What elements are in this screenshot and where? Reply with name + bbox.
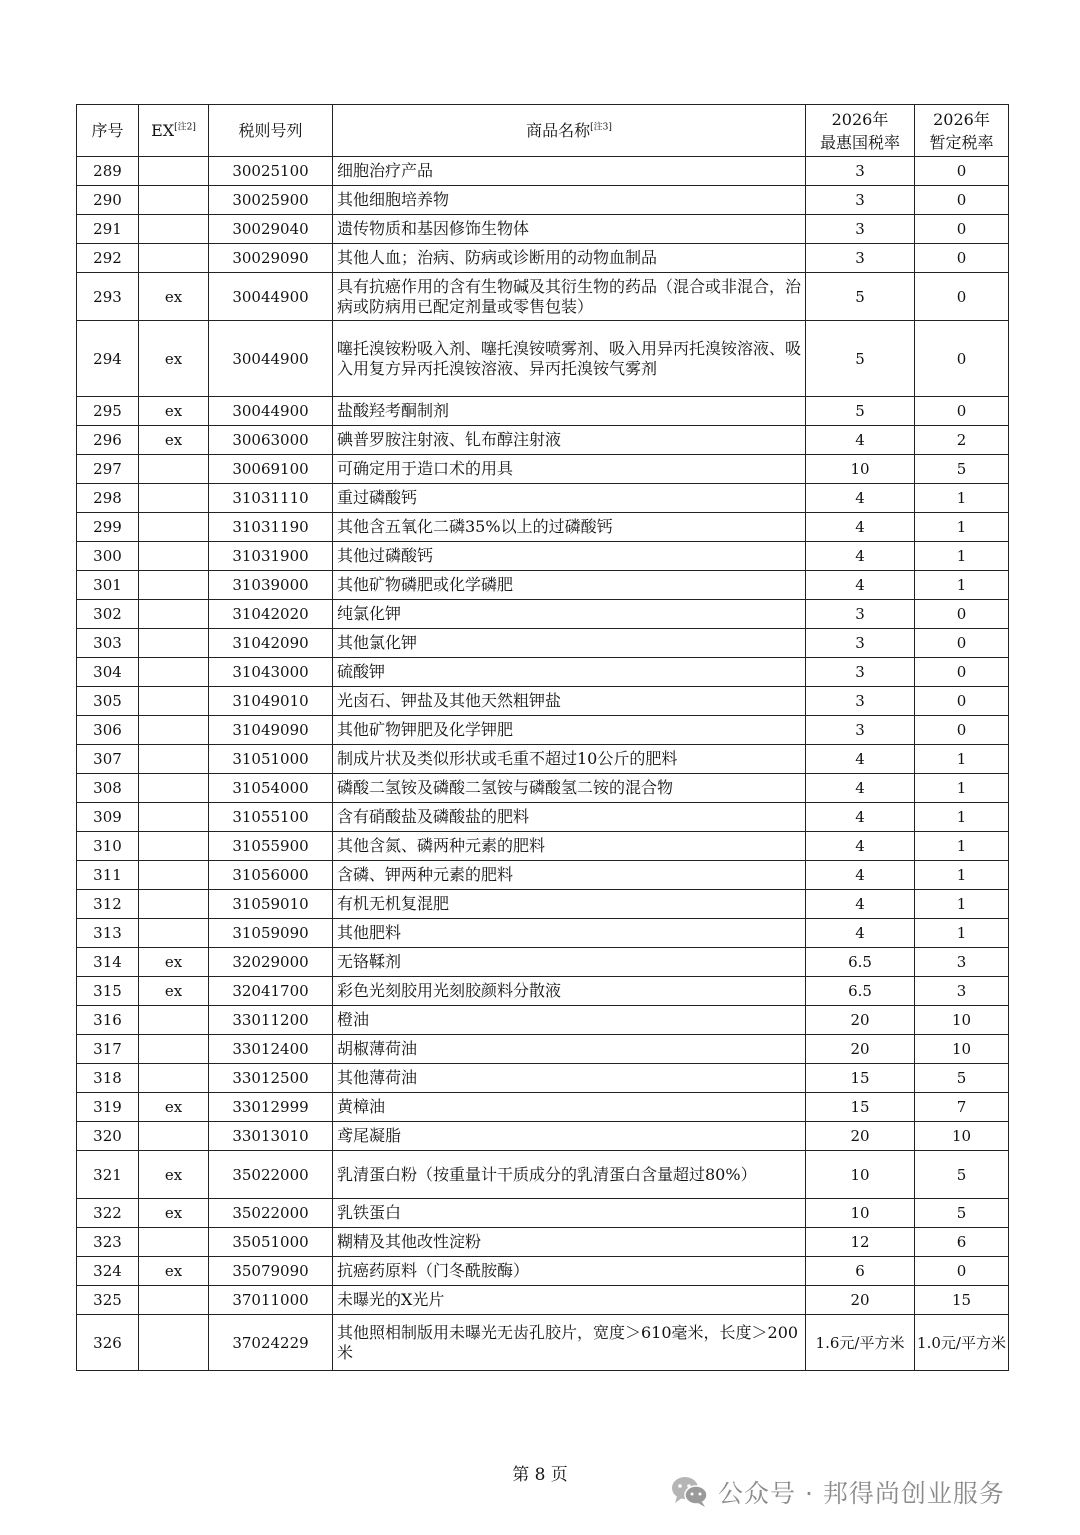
table-row [77, 455, 1009, 484]
row-seq: 310 [77, 832, 139, 861]
row-seq: 316 [77, 1006, 139, 1035]
row-mfn-rate: 3 [806, 244, 915, 273]
row-name: 噻托溴铵粉吸入剂、噻托溴铵喷雾剂、吸入用异丙托溴铵溶液、吸入用复方异丙托溴铵溶液、异丙托溴铵气雾剂 [333, 321, 806, 397]
table-row [77, 832, 1009, 861]
row-code: 37024229 [209, 1315, 333, 1371]
row-ex [139, 629, 209, 658]
row-code: 35051000 [209, 1228, 333, 1257]
row-ex [139, 157, 209, 186]
row-name: 彩色光刻胶用光刻胶颜料分散液 [333, 977, 806, 1006]
row-seq: 299 [77, 513, 139, 542]
row-ex: ex [139, 273, 209, 321]
row-provisional-rate: 5 [915, 455, 1009, 484]
row-code: 31042090 [209, 629, 333, 658]
row-provisional-rate: 1 [915, 890, 1009, 919]
row-seq: 294 [77, 321, 139, 397]
row-mfn-rate: 6.5 [806, 948, 915, 977]
row-mfn-rate: 4 [806, 919, 915, 948]
row-ex [139, 1315, 209, 1371]
row-mfn-rate: 4 [806, 745, 915, 774]
table-row [77, 273, 1009, 321]
row-code: 31031110 [209, 484, 333, 513]
row-provisional-rate: 6 [915, 1228, 1009, 1257]
row-name: 硫酸钾 [333, 658, 806, 687]
row-code: 32041700 [209, 977, 333, 1006]
row-seq: 314 [77, 948, 139, 977]
row-provisional-rate: 15 [915, 1286, 1009, 1315]
table-row [77, 600, 1009, 629]
row-mfn-rate: 4 [806, 484, 915, 513]
row-seq: 325 [77, 1286, 139, 1315]
row-mfn-rate: 4 [806, 542, 915, 571]
header-name-label: 商品名称 [526, 120, 591, 140]
row-mfn-rate: 10 [806, 1199, 915, 1228]
header-ex [139, 105, 209, 157]
row-seq: 311 [77, 861, 139, 890]
table-row [77, 186, 1009, 215]
row-mfn-rate: 4 [806, 426, 915, 455]
row-seq: 297 [77, 455, 139, 484]
row-mfn-rate: 1.6元/平方米 [806, 1315, 915, 1371]
row-seq: 326 [77, 1315, 139, 1371]
row-ex [139, 1064, 209, 1093]
row-mfn-rate: 4 [806, 803, 915, 832]
table-row [77, 1093, 1009, 1122]
row-ex [139, 919, 209, 948]
table-row [77, 215, 1009, 244]
row-mfn-rate: 10 [806, 1151, 915, 1199]
row-provisional-rate: 0 [915, 321, 1009, 397]
table-row [77, 1315, 1009, 1371]
page-number: 第 8 页 [512, 1465, 568, 1485]
row-seq: 323 [77, 1228, 139, 1257]
row-provisional-rate: 1 [915, 571, 1009, 600]
row-name: 制成片状及类似形状或毛重不超过10公斤的肥料 [333, 745, 806, 774]
row-ex: ex [139, 948, 209, 977]
row-mfn-rate: 3 [806, 157, 915, 186]
row-name: 其他含氮、磷两种元素的肥料 [333, 832, 806, 861]
row-name: 光卤石、钾盐及其他天然粗钾盐 [333, 687, 806, 716]
row-provisional-rate: 0 [915, 629, 1009, 658]
row-name: 其他矿物磷肥或化学磷肥 [333, 571, 806, 600]
row-code: 37011000 [209, 1286, 333, 1315]
table-row [77, 426, 1009, 455]
row-ex: ex [139, 1151, 209, 1199]
row-mfn-rate: 15 [806, 1093, 915, 1122]
row-provisional-rate: 0 [915, 186, 1009, 215]
header-seq: 序号 [77, 105, 139, 157]
row-name: 其他矿物钾肥及化学钾肥 [333, 716, 806, 745]
row-provisional-rate: 1 [915, 832, 1009, 861]
row-ex [139, 542, 209, 571]
row-provisional-rate: 5 [915, 1064, 1009, 1093]
row-name: 抗癌药原料（门冬酰胺酶） [333, 1257, 806, 1286]
row-ex [139, 1228, 209, 1257]
row-mfn-rate: 4 [806, 890, 915, 919]
row-name: 其他照相制版用未曝光无齿孔胶片，宽度＞610毫米，长度＞200米 [333, 1315, 806, 1371]
row-ex [139, 513, 209, 542]
row-name: 有机无机复混肥 [333, 890, 806, 919]
row-code: 31055100 [209, 803, 333, 832]
row-ex [139, 1286, 209, 1315]
row-ex [139, 455, 209, 484]
row-provisional-rate: 1 [915, 861, 1009, 890]
row-ex [139, 600, 209, 629]
table-row [77, 1199, 1009, 1228]
row-name: 磷酸二氢铵及磷酸二氢铵与磷酸氢二铵的混合物 [333, 774, 806, 803]
row-code: 33012999 [209, 1093, 333, 1122]
row-seq: 318 [77, 1064, 139, 1093]
row-code: 30025100 [209, 157, 333, 186]
row-seq: 292 [77, 244, 139, 273]
row-seq: 300 [77, 542, 139, 571]
row-code: 33012400 [209, 1035, 333, 1064]
row-mfn-rate: 3 [806, 629, 915, 658]
header-ex-label: EX [151, 121, 175, 140]
row-name: 含磷、钾两种元素的肥料 [333, 861, 806, 890]
row-ex [139, 803, 209, 832]
row-ex [139, 861, 209, 890]
row-mfn-rate: 15 [806, 1064, 915, 1093]
table-row [77, 687, 1009, 716]
header-mfn [806, 105, 915, 157]
row-ex: ex [139, 397, 209, 426]
row-provisional-rate: 0 [915, 658, 1009, 687]
row-code: 31043000 [209, 658, 333, 687]
row-name: 胡椒薄荷油 [333, 1035, 806, 1064]
row-code: 31049010 [209, 687, 333, 716]
row-mfn-rate: 3 [806, 716, 915, 745]
row-seq: 302 [77, 600, 139, 629]
table-row [77, 157, 1009, 186]
table-row [77, 244, 1009, 273]
row-seq: 321 [77, 1151, 139, 1199]
table-row [77, 977, 1009, 1006]
row-code: 33011200 [209, 1006, 333, 1035]
row-name: 其他细胞培养物 [333, 186, 806, 215]
row-provisional-rate: 1 [915, 542, 1009, 571]
header-prov-line1: 2026年 [933, 109, 990, 129]
table-row [77, 1035, 1009, 1064]
row-mfn-rate: 5 [806, 397, 915, 426]
row-code: 35022000 [209, 1199, 333, 1228]
watermark [670, 1474, 1005, 1510]
row-code: 31056000 [209, 861, 333, 890]
row-seq: 296 [77, 426, 139, 455]
row-provisional-rate: 1 [915, 919, 1009, 948]
table-body [77, 157, 1009, 1371]
row-provisional-rate: 10 [915, 1035, 1009, 1064]
row-provisional-rate: 1 [915, 513, 1009, 542]
row-code: 31054000 [209, 774, 333, 803]
row-mfn-rate: 3 [806, 186, 915, 215]
row-code: 31042020 [209, 600, 333, 629]
row-seq: 324 [77, 1257, 139, 1286]
row-code: 31059010 [209, 890, 333, 919]
row-mfn-rate: 12 [806, 1228, 915, 1257]
table-row [77, 571, 1009, 600]
row-seq: 303 [77, 629, 139, 658]
header-name [333, 105, 806, 157]
row-name: 可确定用于造口术的用具 [333, 455, 806, 484]
header-prov-line2: 暂定税率 [929, 132, 994, 152]
row-ex: ex [139, 1257, 209, 1286]
row-ex [139, 774, 209, 803]
row-ex: ex [139, 1199, 209, 1228]
row-code: 32029000 [209, 948, 333, 977]
row-code: 31059090 [209, 919, 333, 948]
table-row [77, 397, 1009, 426]
row-name: 重过磷酸钙 [333, 484, 806, 513]
table-row [77, 513, 1009, 542]
row-seq: 290 [77, 186, 139, 215]
row-name: 纯氯化钾 [333, 600, 806, 629]
row-code: 30029040 [209, 215, 333, 244]
row-code: 30044900 [209, 397, 333, 426]
row-ex [139, 832, 209, 861]
row-seq: 298 [77, 484, 139, 513]
row-seq: 319 [77, 1093, 139, 1122]
row-code: 35079090 [209, 1257, 333, 1286]
row-ex: ex [139, 1093, 209, 1122]
table-row [77, 1006, 1009, 1035]
row-ex: ex [139, 321, 209, 397]
row-provisional-rate: 1 [915, 774, 1009, 803]
table-row [77, 919, 1009, 948]
row-name: 其他人血；治病、防病或诊断用的动物血制品 [333, 244, 806, 273]
row-seq: 320 [77, 1122, 139, 1151]
row-provisional-rate: 5 [915, 1199, 1009, 1228]
row-mfn-rate: 4 [806, 774, 915, 803]
table-row [77, 542, 1009, 571]
row-name: 乳铁蛋白 [333, 1199, 806, 1228]
row-name: 其他氯化钾 [333, 629, 806, 658]
row-provisional-rate: 0 [915, 1257, 1009, 1286]
row-provisional-rate: 2 [915, 426, 1009, 455]
row-mfn-rate: 4 [806, 832, 915, 861]
row-seq: 308 [77, 774, 139, 803]
row-provisional-rate: 3 [915, 948, 1009, 977]
row-seq: 306 [77, 716, 139, 745]
row-code: 31039000 [209, 571, 333, 600]
row-seq: 309 [77, 803, 139, 832]
row-seq: 301 [77, 571, 139, 600]
row-seq: 313 [77, 919, 139, 948]
row-provisional-rate: 0 [915, 157, 1009, 186]
row-code: 30025900 [209, 186, 333, 215]
row-ex [139, 186, 209, 215]
row-name: 鸢尾凝脂 [333, 1122, 806, 1151]
row-name: 其他过磷酸钙 [333, 542, 806, 571]
row-code: 30063000 [209, 426, 333, 455]
row-name: 橙油 [333, 1006, 806, 1035]
row-name: 其他肥料 [333, 919, 806, 948]
row-ex: ex [139, 426, 209, 455]
table-row [77, 629, 1009, 658]
row-provisional-rate: 3 [915, 977, 1009, 1006]
row-name: 细胞治疗产品 [333, 157, 806, 186]
row-mfn-rate: 3 [806, 600, 915, 629]
row-seq: 305 [77, 687, 139, 716]
wechat-icon [670, 1474, 710, 1510]
row-mfn-rate: 20 [806, 1286, 915, 1315]
row-seq: 291 [77, 215, 139, 244]
table-row [77, 658, 1009, 687]
row-provisional-rate: 10 [915, 1122, 1009, 1151]
row-code: 31055900 [209, 832, 333, 861]
table-row [77, 948, 1009, 977]
row-name: 具有抗癌作用的含有生物碱及其衍生物的药品（混合或非混合，治病或防病用已配定剂量或零售包装） [333, 273, 806, 321]
row-ex: ex [139, 977, 209, 1006]
row-mfn-rate: 3 [806, 658, 915, 687]
row-provisional-rate: 0 [915, 244, 1009, 273]
row-seq: 304 [77, 658, 139, 687]
row-code: 33013010 [209, 1122, 333, 1151]
row-seq: 295 [77, 397, 139, 426]
row-name: 黄樟油 [333, 1093, 806, 1122]
row-name: 遗传物质和基因修饰生物体 [333, 215, 806, 244]
row-mfn-rate: 5 [806, 273, 915, 321]
table-row [77, 1151, 1009, 1199]
table-row [77, 890, 1009, 919]
table-row [77, 1286, 1009, 1315]
table-row [77, 716, 1009, 745]
row-mfn-rate: 4 [806, 861, 915, 890]
row-ex [139, 484, 209, 513]
watermark-text: 公众号 · 邦得尚创业服务 [718, 1479, 1005, 1508]
row-seq: 315 [77, 977, 139, 1006]
row-code: 33012500 [209, 1064, 333, 1093]
row-provisional-rate: 1 [915, 745, 1009, 774]
row-mfn-rate: 20 [806, 1122, 915, 1151]
row-ex [139, 687, 209, 716]
row-ex [139, 1006, 209, 1035]
row-name: 含有硝酸盐及磷酸盐的肥料 [333, 803, 806, 832]
row-mfn-rate: 4 [806, 571, 915, 600]
row-mfn-rate: 20 [806, 1006, 915, 1035]
row-mfn-rate: 20 [806, 1035, 915, 1064]
row-code: 30029090 [209, 244, 333, 273]
row-code: 31051000 [209, 745, 333, 774]
tariff-table [76, 104, 1009, 1371]
row-seq: 317 [77, 1035, 139, 1064]
row-code: 30044900 [209, 273, 333, 321]
row-ex [139, 1122, 209, 1151]
row-name: 乳清蛋白粉（按重量计干质成分的乳清蛋白含量超过80%） [333, 1151, 806, 1199]
table-row [77, 1228, 1009, 1257]
table-row [77, 484, 1009, 513]
row-ex [139, 658, 209, 687]
row-provisional-rate: 0 [915, 215, 1009, 244]
row-provisional-rate: 10 [915, 1006, 1009, 1035]
row-name: 糊精及其他改性淀粉 [333, 1228, 806, 1257]
row-mfn-rate: 6 [806, 1257, 915, 1286]
row-mfn-rate: 3 [806, 215, 915, 244]
table-row [77, 321, 1009, 397]
row-code: 31031190 [209, 513, 333, 542]
header-code: 税则号列 [209, 105, 333, 157]
row-seq: 289 [77, 157, 139, 186]
table-row [77, 774, 1009, 803]
table-row [77, 861, 1009, 890]
row-code: 30044900 [209, 321, 333, 397]
table-row [77, 1064, 1009, 1093]
table-row [77, 1122, 1009, 1151]
row-code: 35022000 [209, 1151, 333, 1199]
row-code: 31031900 [209, 542, 333, 571]
row-provisional-rate: 1 [915, 803, 1009, 832]
row-name: 未曝光的X光片 [333, 1286, 806, 1315]
row-seq: 293 [77, 273, 139, 321]
row-mfn-rate: 4 [806, 513, 915, 542]
row-seq: 307 [77, 745, 139, 774]
row-name: 无铬鞣剂 [333, 948, 806, 977]
row-provisional-rate: 7 [915, 1093, 1009, 1122]
table-row [77, 803, 1009, 832]
row-ex [139, 890, 209, 919]
header-name-note: [注3] [590, 122, 612, 133]
row-provisional-rate: 5 [915, 1151, 1009, 1199]
row-name: 其他含五氧化二磷35%以上的过磷酸钙 [333, 513, 806, 542]
row-seq: 322 [77, 1199, 139, 1228]
row-mfn-rate: 3 [806, 687, 915, 716]
row-ex [139, 215, 209, 244]
row-provisional-rate: 0 [915, 600, 1009, 629]
row-mfn-rate: 10 [806, 455, 915, 484]
header-mfn-line2: 最惠国税率 [819, 132, 900, 152]
row-name: 碘普罗胺注射液、钆布醇注射液 [333, 426, 806, 455]
row-code: 30069100 [209, 455, 333, 484]
row-provisional-rate: 0 [915, 273, 1009, 321]
table-row [77, 1257, 1009, 1286]
row-provisional-rate: 0 [915, 716, 1009, 745]
row-name: 盐酸羟考酮制剂 [333, 397, 806, 426]
header-mfn-line1: 2026年 [831, 109, 889, 129]
row-ex [139, 571, 209, 600]
row-ex [139, 1035, 209, 1064]
row-mfn-rate: 5 [806, 321, 915, 397]
row-name: 其他薄荷油 [333, 1064, 806, 1093]
row-provisional-rate: 1 [915, 484, 1009, 513]
header-ex-note: [注2] [174, 122, 196, 133]
row-ex [139, 745, 209, 774]
table-row [77, 745, 1009, 774]
header-prov [915, 105, 1009, 157]
row-seq: 312 [77, 890, 139, 919]
row-provisional-rate: 0 [915, 687, 1009, 716]
row-code: 31049090 [209, 716, 333, 745]
table-header-row [77, 105, 1009, 157]
row-ex [139, 244, 209, 273]
row-ex [139, 716, 209, 745]
row-provisional-rate: 1.0元/平方米 [915, 1315, 1009, 1371]
row-mfn-rate: 6.5 [806, 977, 915, 1006]
row-provisional-rate: 0 [915, 397, 1009, 426]
